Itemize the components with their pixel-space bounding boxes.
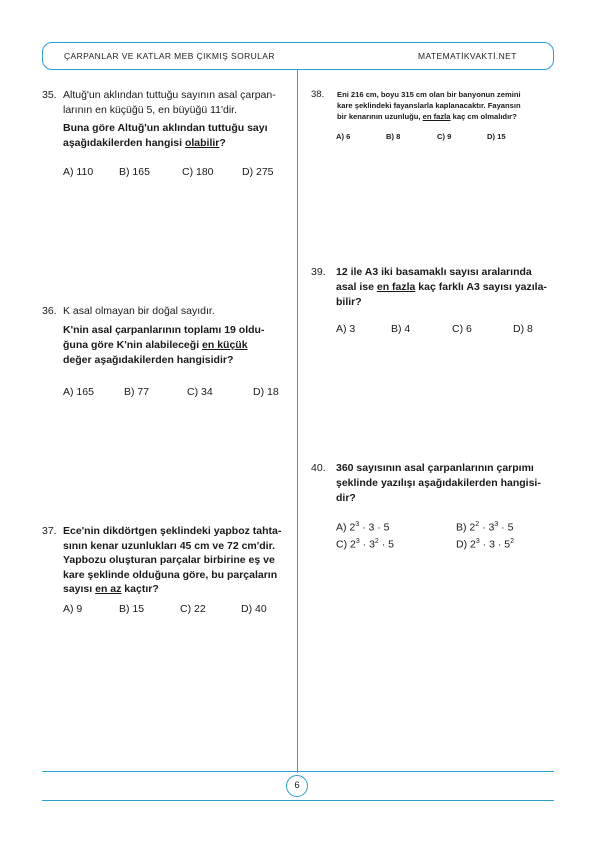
question-40	[311, 461, 561, 511]
question-number: 38.	[311, 89, 325, 100]
option-d[interactable]: D) $2^3 \cdot 3 \cdot 5^2$	[456, 538, 514, 551]
option-a[interactable]: A) $2^3 \cdot 3 \cdot 5$	[336, 521, 390, 534]
option-d[interactable]: D) 18	[253, 386, 279, 398]
option-b[interactable]: B) 8	[386, 132, 401, 141]
option-c[interactable]: C) 180	[182, 166, 214, 178]
question-36	[42, 304, 292, 374]
question-number: 37.	[42, 525, 57, 537]
question-number: 36.	[42, 305, 57, 317]
option-d[interactable]: D) 275	[242, 166, 274, 178]
question-text: Ece'nin dikdörtgen şeklindeki yapboz tahta- sının kenar uzunlukları 45 cm ve 72 cm'dir. Yapbozu oluşturan parçalar birbirine eş ve kare şeklinde olduğuna göre, bu parçaların sayısı en az kaçtır?	[63, 525, 282, 595]
option-c[interactable]: C) $2^3 \cdot 3^2 \cdot 5$	[336, 538, 394, 551]
option-b[interactable]: B) $2^2 \cdot 3^3 \cdot 5$	[456, 521, 514, 534]
question-37	[42, 524, 292, 599]
question-35	[42, 88, 292, 148]
question-number: 40.	[311, 462, 326, 474]
footer-rule-top	[42, 771, 554, 772]
option-c[interactable]: C) 6	[452, 323, 472, 335]
option-a[interactable]: A) 9	[63, 603, 83, 615]
question-number: 35.	[42, 89, 57, 101]
emphasis-underline: en fazla	[376, 281, 416, 293]
question-number: 39.	[311, 266, 326, 278]
question-text: 12 ile A3 iki basamaklı sayısı aralarında asal ise en fazla kaç farklı A3 sayısı yazıla- bilir?	[336, 266, 547, 308]
option-d[interactable]: D) 40	[241, 603, 267, 615]
question-39	[311, 265, 561, 315]
option-a[interactable]: A) 165	[63, 386, 94, 398]
option-b[interactable]: B) 4	[391, 323, 411, 335]
option-a[interactable]: A) 3	[336, 323, 356, 335]
question-text: K asal olmayan bir doğal sayıdır. K'nin asal çarpanlarının toplamı 19 oldu- ğuna göre K'nin alabileceği en küçük değer aşağıdakilerden hangisidir?	[63, 305, 265, 366]
emphasis-underline: en az	[95, 583, 122, 595]
question-text: Altuğ'un aklından tuttuğu sayının asal çarpan- larının en küçüğü 5, en büyüğü 11'dir. Buna göre Altuğ'un aklından tuttuğu sayı aşağıdakilerden hangisi olabilir?	[63, 89, 276, 149]
option-b[interactable]: B) 165	[119, 166, 150, 178]
emphasis-underline: en fazla	[422, 112, 451, 121]
option-c[interactable]: C) 22	[180, 603, 206, 615]
page-number: 6	[286, 775, 308, 797]
option-b[interactable]: B) 77	[124, 386, 150, 398]
question-text: Eni 216 cm, boyu 315 cm olan bir banyonun zemini kare şeklindeki fayanslarla kaplanacaktır. Fayansın bir kenarının uzunluğu, en fazla kaç cm olmalıdır?	[337, 90, 521, 121]
column-divider	[297, 70, 298, 773]
footer-rule-bottom	[42, 800, 554, 801]
header-title: ÇARPANLAR VE KATLAR MEB ÇIKMIŞ SORULAR	[64, 51, 275, 61]
header-site: MATEMATİKVAKTİ.NET	[418, 51, 517, 61]
option-d[interactable]: D) 15	[487, 132, 506, 141]
option-b[interactable]: B) 15	[119, 603, 145, 615]
option-d[interactable]: D) 8	[513, 323, 533, 335]
question-38	[311, 89, 561, 125]
option-a[interactable]: A) 6	[336, 132, 351, 141]
option-c[interactable]: C) 34	[187, 386, 213, 398]
emphasis-underline: en küçük	[202, 339, 248, 351]
option-a[interactable]: A) 110	[63, 166, 94, 178]
emphasis-underline: olabilir	[184, 137, 220, 149]
question-text: 360 sayısının asal çarpanlarının çarpımı şeklinde yazılışı aşağıdakilerden hangisi- dir?	[336, 462, 541, 504]
option-c[interactable]: C) 9	[437, 132, 452, 141]
